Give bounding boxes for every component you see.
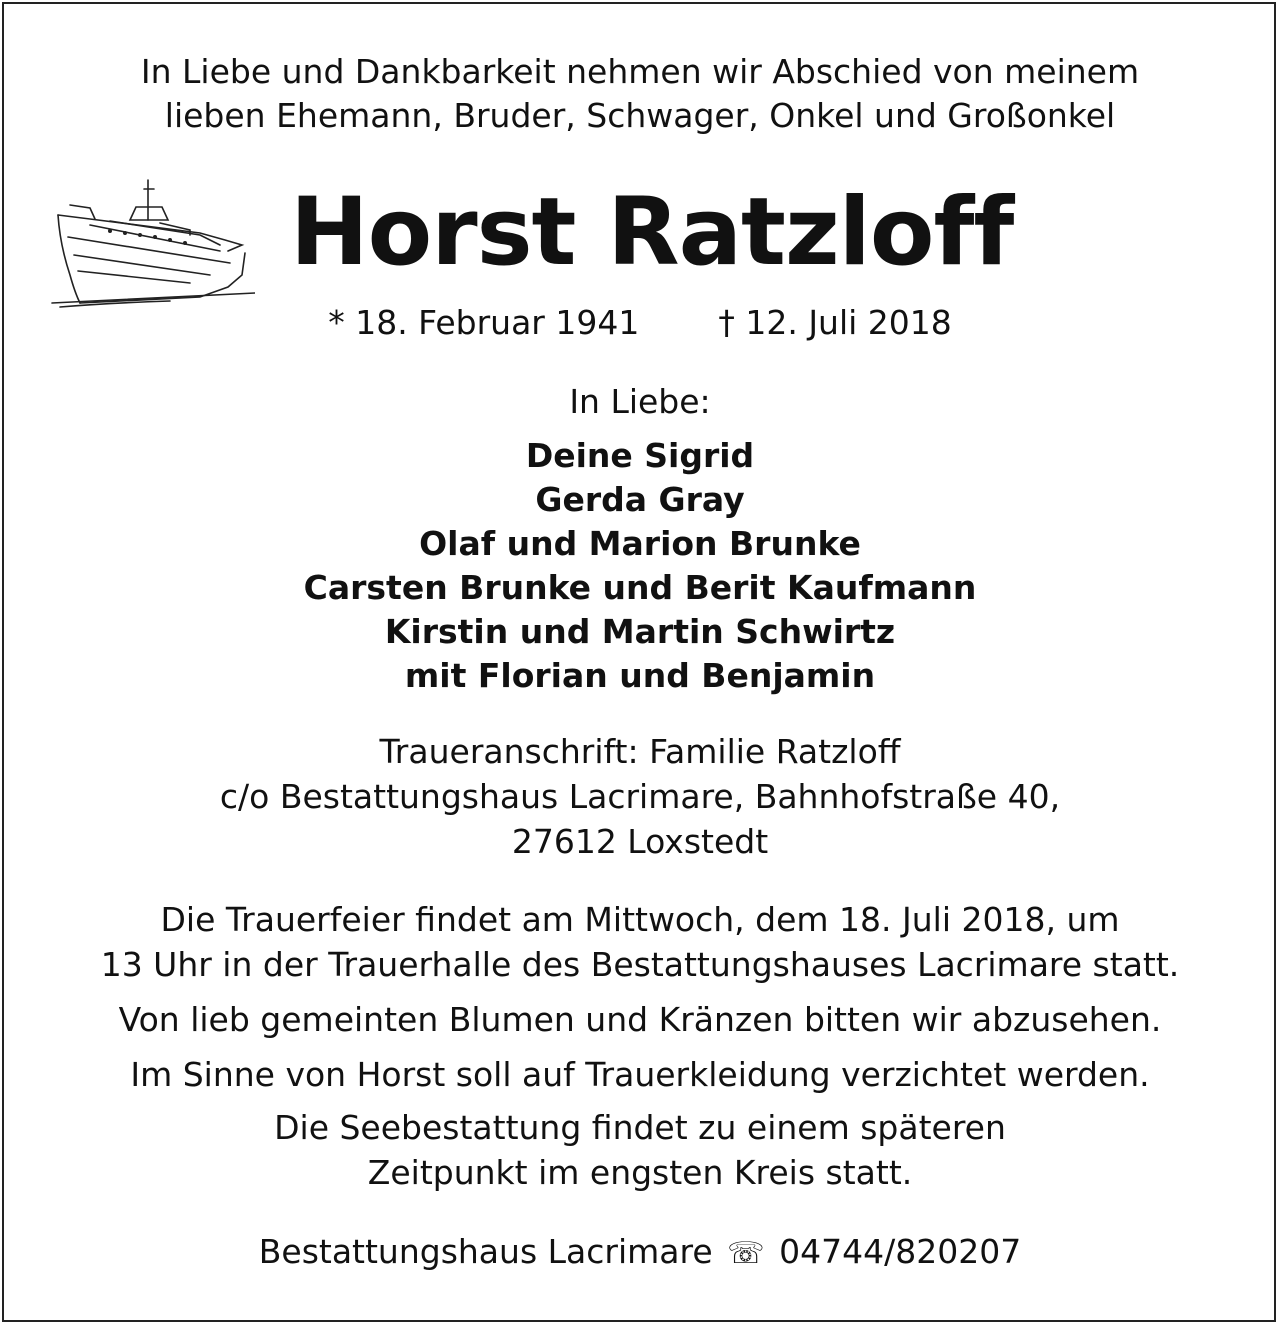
mourner-name: mit Florian und Benjamin (404, 656, 876, 695)
mourner-name: Gerda Gray (535, 480, 745, 519)
birth-date: * 18. Februar 1941 (328, 303, 640, 342)
telephone-icon: ☏ (727, 1236, 765, 1271)
funeral-home-contact (0, 1230, 1280, 1276)
intro-line-1: In Liebe und Dankbarkeit nehmen wir Abschied von meinem (140, 52, 1140, 91)
notice-line-4: Im Sinne von Horst soll auf Trauerkleidung verzichtet werden. (130, 1055, 1150, 1094)
life-dates (0, 303, 1280, 343)
notice-line-1: Die Trauerfeier findet am Mittwoch, dem 18. Juli 2018, um (160, 900, 1120, 939)
intro-line-2: lieben Ehemann, Bruder, Schwager, Onkel und Großonkel (164, 96, 1116, 135)
notice-line-5: Die Seebestattung findet zu einem späteren (274, 1108, 1006, 1147)
notice-line-6: Zeitpunkt im engsten Kreis statt. (367, 1153, 913, 1192)
ship-icon (50, 175, 255, 310)
address-line-3: 27612 Loxstedt (511, 822, 769, 861)
funeral-home-phone: 04744/820207 (779, 1232, 1022, 1271)
mourner-name: Olaf und Marion Brunke (419, 524, 861, 563)
funeral-home-name: Bestattungshaus Lacrimare (258, 1232, 713, 1271)
mourner-name: Kirstin und Martin Schwirtz (384, 612, 896, 651)
mourner-name: Deine Sigrid (525, 436, 755, 475)
address-line-1: Traueranschrift: Familie Ratzloff (379, 732, 901, 771)
death-date: † 12. Juli 2018 (718, 303, 952, 342)
mourner-name: Carsten Brunke und Berit Kaufmann (303, 568, 977, 607)
address-line-2: c/o Bestattungshaus Lacrimare, Bahnhofstraße 40, (219, 777, 1061, 816)
deceased-name: Horst Ratzloff (290, 178, 1014, 287)
mourners-heading: In Liebe: (569, 382, 711, 421)
notice-line-2: 13 Uhr in der Trauerhalle des Bestattungshauses Lacrimare statt. (100, 945, 1180, 984)
notice-line-3: Von lieb gemeinten Blumen und Kränzen bitten wir abzusehen. (118, 1000, 1162, 1039)
